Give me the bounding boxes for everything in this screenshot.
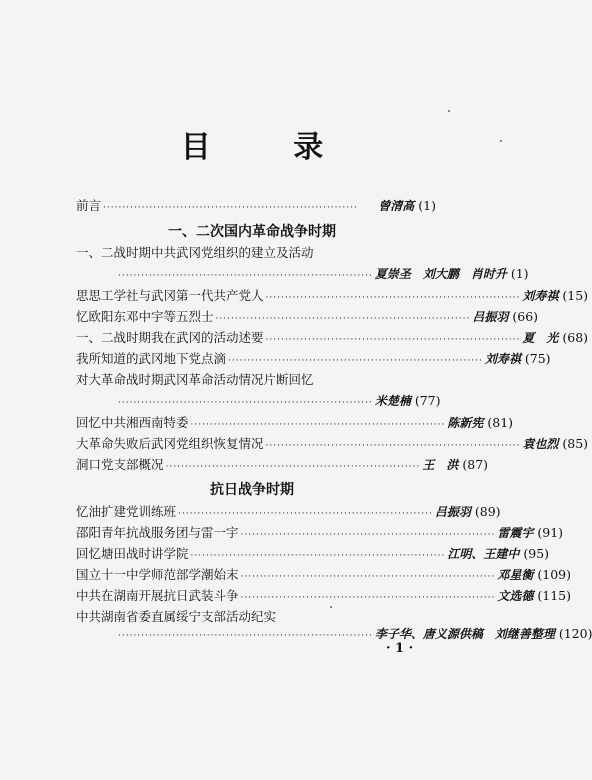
- scan-speck: [500, 140, 502, 142]
- toc-entry: [76, 307, 539, 327]
- leader-dots: ··································································: [240, 593, 496, 603]
- entry-title: 前言: [76, 198, 102, 213]
- entry-author: 李子华、唐义源供稿 刘继善整理: [374, 627, 555, 641]
- entry-title: 回忆中共湘西南特委: [76, 415, 189, 430]
- entry-author: 吕振羽: [434, 505, 471, 519]
- toc-entry: [76, 544, 550, 564]
- entry-title: 对大革命战时期武冈革命活动情况片断回忆: [76, 372, 314, 387]
- toc-entry: [76, 328, 589, 348]
- leader-dots: ··································································: [240, 572, 496, 582]
- entry-author: 江明、王建中: [447, 547, 520, 561]
- entry-title: 思思工学社与武冈第一代共产党人: [76, 288, 264, 303]
- entry-page: (81): [487, 415, 514, 430]
- entry-author: 曾清高: [378, 199, 415, 213]
- leader-dots: ··································································: [178, 509, 433, 519]
- toc-entry: [76, 434, 589, 454]
- entry-page: (77): [414, 393, 441, 408]
- entry-page: (1): [510, 266, 529, 281]
- toc-entry: [76, 586, 571, 606]
- entry-page: (120): [558, 626, 592, 641]
- scan-speck: [330, 606, 332, 608]
- entry-title: 一、二战时期我在武冈的活动述要: [76, 330, 264, 345]
- entry-title: 回忆塘田战时讲学院: [76, 546, 189, 561]
- toc-entry: [76, 455, 489, 475]
- leader-dots: ··································································: [190, 551, 446, 561]
- entry-author: 刘寿祺: [522, 289, 559, 303]
- section-heading: 一、二次国内革命战争时期: [168, 224, 336, 240]
- entry-author: 袁也烈: [522, 437, 559, 451]
- entry-title: 洞口党支部概况: [76, 457, 164, 472]
- leader-dots: ··································································: [265, 335, 521, 345]
- entry-title: 邵阳青年抗战服务团与雷一宇: [76, 525, 239, 540]
- section-heading: 抗日战争时期: [210, 482, 294, 498]
- entry-author: 王 洪: [422, 458, 459, 472]
- entry-author: 刘寿祺: [484, 352, 521, 366]
- entry-title: 中共在湖南开展抗日武装斗争: [76, 588, 239, 603]
- entry-author: 邓星衡: [497, 568, 534, 582]
- leader-dots: ··································································: [215, 314, 471, 324]
- entry-page: (87): [462, 457, 489, 472]
- toc-entry: [76, 625, 592, 645]
- leader-dots: ··································································: [228, 356, 483, 366]
- leader-dots: ··································································: [165, 462, 421, 472]
- entry-page: (1): [418, 198, 436, 213]
- entry-page: (85): [562, 436, 589, 451]
- toc-entry: [76, 349, 551, 369]
- entry-page: (91): [537, 525, 564, 540]
- entry-page: (66): [512, 309, 539, 324]
- toc-entry: [76, 565, 571, 585]
- toc-entry: [76, 413, 514, 433]
- entry-title: 中共湖南省委直属绥宁支部活动纪实: [76, 609, 277, 624]
- entry-title: 忆油扩建党训练班: [76, 504, 177, 519]
- entry-author: 米楚楠: [374, 394, 411, 408]
- entry-author: 吕振羽: [472, 310, 509, 324]
- leader-dots: ··································································: [265, 293, 521, 303]
- leader-dots: ··································································: [118, 398, 373, 408]
- toc-entry: [76, 523, 564, 543]
- entry-page: (115): [537, 588, 571, 603]
- entry-author: 陈新宪: [447, 416, 484, 430]
- entry-author: 雷震宇: [497, 526, 534, 540]
- leader-dots: ··································································: [118, 271, 373, 281]
- entry-page: (75): [524, 351, 551, 366]
- entry-author: 夏崇圣 刘大鹏 肖时升: [374, 267, 507, 281]
- leader-dots: ··································································: [118, 631, 373, 641]
- entry-title: 我所知道的武冈地下党点滴: [76, 351, 227, 366]
- scan-speck: [448, 110, 450, 112]
- entry-page: (68): [562, 330, 589, 345]
- leader-dots: ··································································: [190, 420, 446, 430]
- entry-title: 国立十一中学师范部学潮始末: [76, 567, 239, 582]
- entry-page: (95): [523, 546, 550, 561]
- entry-title: 大革命失败后武冈党组织恢复情况: [76, 436, 264, 451]
- toc-entry: [76, 286, 589, 306]
- leader-dots: ··································································: [240, 530, 496, 540]
- toc-entry: [76, 265, 529, 285]
- entry-page: (109): [537, 567, 571, 582]
- entry-author: 夏 光: [522, 331, 559, 345]
- leader-dots: ··································································: [103, 203, 358, 213]
- page-number: · 1 ·: [386, 641, 414, 656]
- entry-author: 文选德: [497, 589, 534, 603]
- entry-title: 一、二战时期中共武冈党组织的建立及活动: [76, 245, 314, 260]
- leader-dots: ··································································: [265, 441, 521, 451]
- toc-entry: [76, 502, 501, 522]
- toc-entry: [76, 196, 436, 216]
- page-title: 目 录: [180, 130, 360, 165]
- entry-page: (89): [474, 504, 501, 519]
- entry-title: 忆欧阳东邓中宇等五烈士: [76, 309, 214, 324]
- toc-entry: [76, 392, 441, 412]
- entry-page: (15): [562, 288, 589, 303]
